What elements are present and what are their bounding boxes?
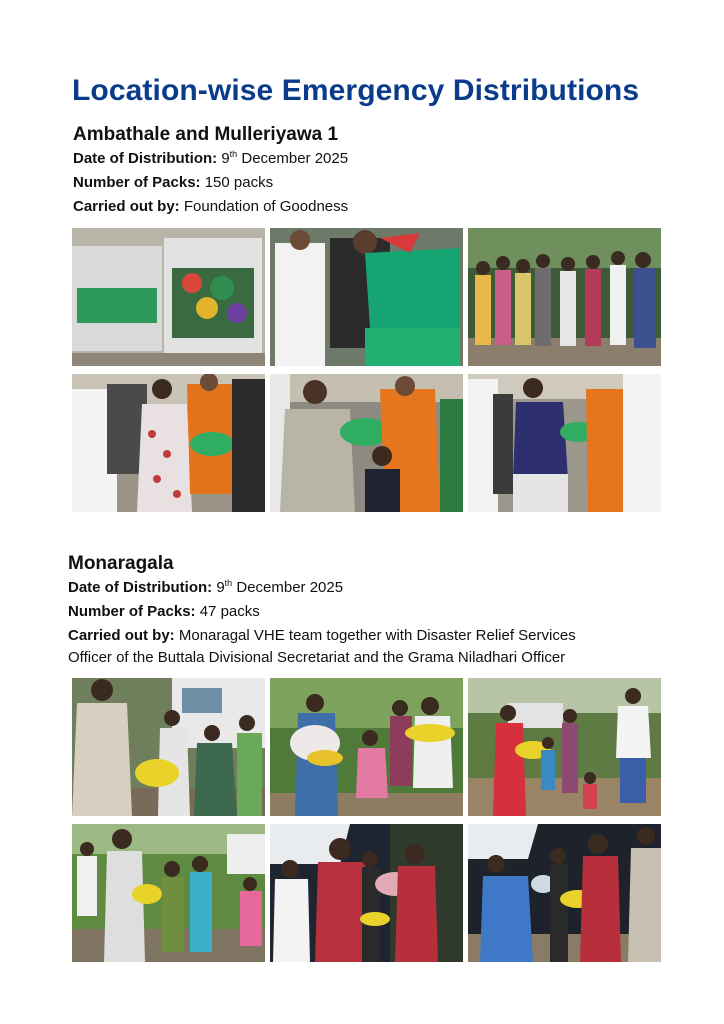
photo-woman-monk [72, 374, 265, 512]
number-of-packs: Number of Packs: 150 packs [73, 174, 274, 191]
page-title: Location-wise Emergency Distributions [72, 74, 640, 107]
section-heading: Monaragala [68, 553, 174, 574]
photo-truck [72, 228, 265, 366]
photo-villagers [468, 678, 661, 816]
carried-out-by: Carried out by: Monaragal VHE team together with Disaster Relief Services [68, 627, 576, 644]
carried-out-by: Carried out by: Foundation of Goodness [73, 198, 349, 215]
photo-night-handover [270, 824, 463, 962]
photo-handover-truck [72, 678, 265, 816]
photo-family [270, 678, 463, 816]
date-of-distribution: Date of Distribution: 9th December 2025 [68, 578, 344, 596]
number-of-packs: Number of Packs: 47 packs [68, 603, 260, 620]
photo-village-handover [72, 824, 265, 962]
carried-out-by-continued: Officer of the Buttala Divisional Secretariat and the Grama Niladhari Officer [68, 649, 566, 666]
photo-grid [72, 678, 661, 962]
photo-grid [72, 228, 661, 512]
photo-volunteer [270, 228, 463, 366]
photo-woman-night [468, 824, 661, 962]
photo-woman-receiving [468, 374, 661, 512]
date-of-distribution: Date of Distribution: 9th December 2025 [73, 149, 349, 167]
section-heading: Ambathale and Mulleriyawa 1 [73, 124, 339, 145]
photo-crowd [468, 228, 661, 366]
photo-man-monk [270, 374, 463, 512]
